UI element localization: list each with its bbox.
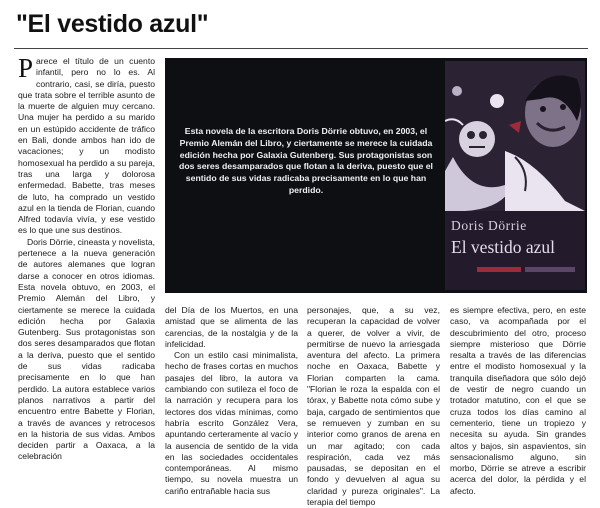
book-feature-panel [165, 58, 587, 293]
article-paragraph: Con un estilo casi minimalista, hecho de frases cortas en muchos pasajes del libro, la autora va cambiando con sutileza el foco de la narración y recupera para los lectores dos vidas mínimas, como habría escrito González Vera, apuntando certeramente al vacío y la ausencia de sentido de la vida en las sociedades occidentales contemporáneas. Al mismo tiempo, su novela muestra un cariño entrañable hacia sus [165, 350, 298, 496]
article-column-1 [18, 53, 155, 500]
cover-book-title: El vestido azul [451, 237, 556, 257]
paragraph-text: arece el título de un cuento infantil, pero no lo es. Al contrario, casi, se diría, puesto que trata sobre el terrible asunto de la muerte de alguien muy cercano. Una mujer ha perdido a su marido en un estúpido accidente de tráfico en Bali, donde ambos han ido de vacaciones; y un modisto homosexual ha perdido a su pareja, tras una larga y dolorosa enfermedad. Babette, tras meses de luto, ha comprado un vestido azul en la tienda de Florian, cuando Alfred todavía vivía, y ese vestido es lo que une sus destinos. [18, 56, 155, 236]
article-column-3 [307, 305, 440, 508]
article-paragraph: Doris Dörrie, cineasta y novelista, pertenece a la nueva generación de autores alemanes que logran darse a conocer en otros idiomas. Esta novela obtuvo, en 2003, el Premio Alemán del Libro, y ciertamente se merece la cuidada edición hecha por Galaxia Gutenberg. Sus protagonistas son dos seres desamparados que flotan a la deriva, puesto que el sentido de sus vidas radicaba precisamente en lo que han perdido. La autora establece varios planos narrativos a partir del encuentro entre Babette y Florian, a través de avances y retrocesos en la historia de sus vidas. Ambos deciden partir a Oaxaca, a la celebración [18, 236, 155, 462]
article-paragraph: del Día de los Muertos, en una amistad que se alimenta de las carencias, de la nostalgia y de la infelicidad. [165, 305, 298, 349]
article-column-2 [165, 305, 298, 497]
article-column-4 [450, 305, 586, 497]
cover-author-name: Doris Dörrie [451, 218, 527, 233]
article-paragraph: es siempre efectiva, pero, en este caso, va acompañada por el descubrimiento del otro, proceso siempre misterioso que Dörrie resalta a través de las diferencias entre el modisto homosexual y la tranquila diseñadora que sólo dejó de vestir de negro cuando un trotador matutino, con el que se cruza todos los días camino al cementerio, tiene un tropiezo y necesita su ayuda. Sin grandes altos y bajos, sin aspavientos, sin sensacionalismo alguno, sin morbo, Dörrie se atreve a escribir acerca del dolor, la pérdida y el afecto. [450, 305, 586, 496]
article-headline: "El vestido azul" [16, 10, 209, 38]
cover-illustration [445, 61, 585, 211]
headline-divider [14, 48, 588, 49]
cover-publisher-band-2 [525, 267, 575, 272]
cover-publisher-band [477, 267, 521, 272]
drop-cap: P [18, 53, 34, 83]
pull-quote: Esta novela de la escritora Doris Dörrie obtuvo, en 2003, el Premio Alemán del Libro, y ciertamente se merece la cuidada edición hecha por Galaxia Gutenberg. Sus protagonistas son dos seres desamparados que flotan a la deriva, puesto que el sentido de sus vidas radicaba precisamente en lo que han perdido. [179, 126, 433, 195]
book-cover-image [445, 61, 585, 290]
article-paragraph [18, 53, 155, 237]
article-paragraph: personajes, que, a su vez, recuperan la capacidad de volver a querer, de volver a vivir, de permitirse de nuevo la arriesgada aventura del afecto. La primera noche en Oaxaca, Babette y Florian comparten la cama. "Florian le roza la espalda con el tórax, y Babette nota cómo sube y baja, cargado de sentimientos que se remueven y zumban en su interior como granos de arena en un mar agitado; con cada respiración, cada vez más pausadas, se depositan en el fondo y devuelven al agua su claridad y pureza originales". La terapia del tiempo [307, 305, 440, 508]
